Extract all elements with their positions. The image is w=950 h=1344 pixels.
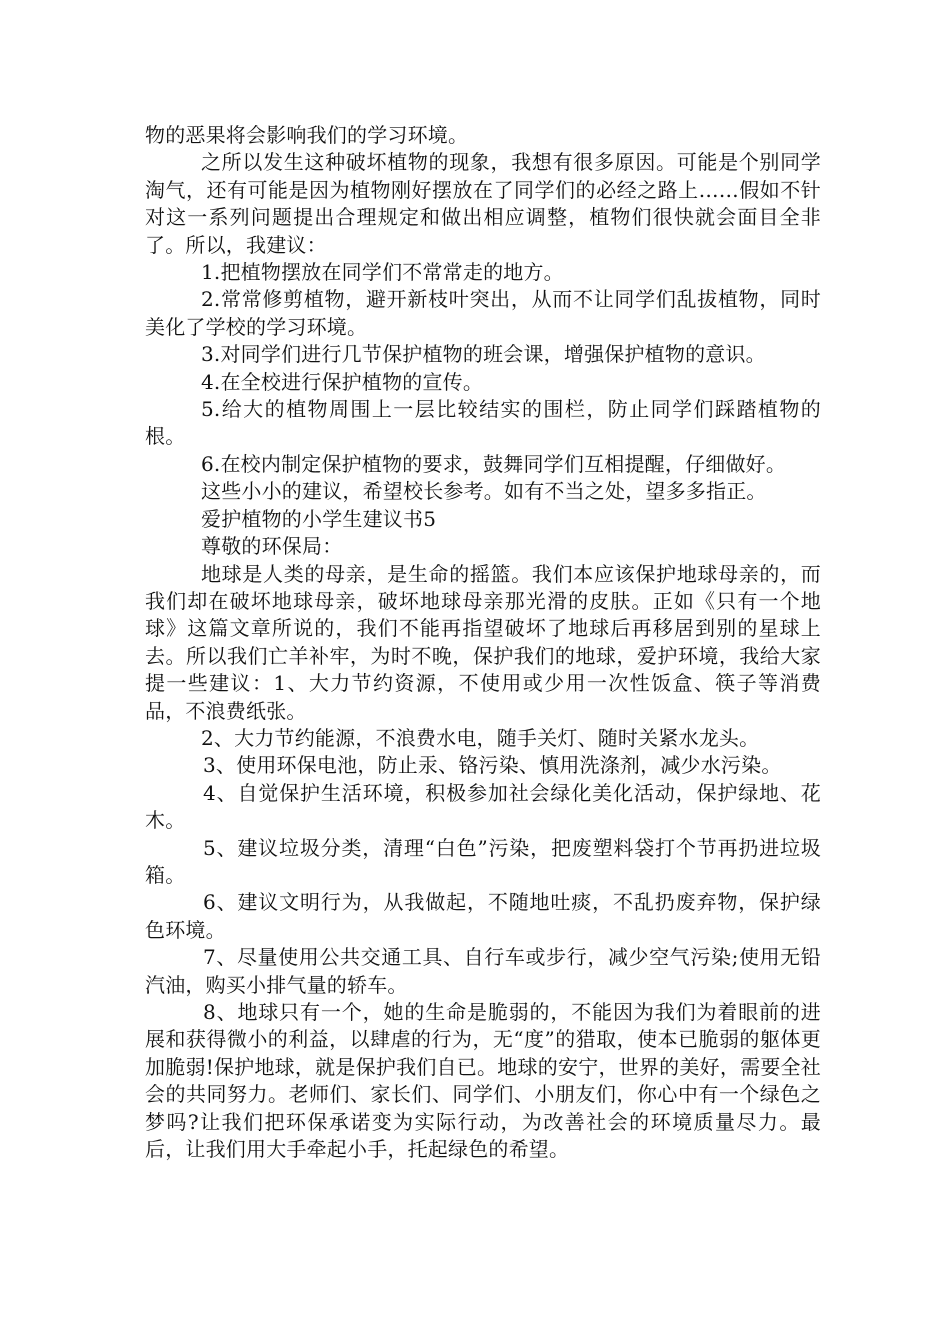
- suggestion-6: 6.在校内制定保护植物的要求，鼓舞同学们互相提醒，仔细做好。: [201, 451, 787, 476]
- paragraph-continuation: 物的恶果将会影响我们的学习环境。: [145, 123, 469, 147]
- eco-suggestion-4: 4、自觉保护生活环境，积极参加社会绿化美化活动，保护绿地、花木。: [145, 780, 821, 833]
- eco-suggestion-8: 8、地球只有一个，她的生命是脆弱的，不能因为我们为着眼前的进展和获得微小的利益，以肆虐的行为，无“度”的猎取，使本已脆弱的躯体更加脆弱!保护地球，就是保护我们自已。地球的安宁，世界的美好，需要全社会的共同努力。老师们、家长们、同学们、小朋友们，你心中有一个绿色之梦吗?让我们把环保承诺变为实际行动，为改善社会的环境质量尽力。最后，让我们用大手牵起小手，托起绿色的希望。: [145, 1000, 821, 1162]
- suggestion-1: 1.把植物摆放在同学们不常常走的地方。: [201, 260, 564, 285]
- eco-suggestion-6: 6、建议文明行为，从我做起，不随地吐痰，不乱扔废弃物，保护绿色环境。: [145, 890, 821, 942]
- suggestion-5: 5.给大的植物周围上一层比较结实的围栏，防止同学们踩踏植物的根。: [145, 397, 821, 449]
- paragraph-reasons: 之所以发生这种破坏植物的现象，我想有很多原因。可能是个别同学淘气，还有可能是因为植物刚好摆放在了同学们的必经之路上……假如不针对这一系列问题提出合理规定和做出相应调整，植物们很快就会面目全非了。所以，我建议：: [145, 150, 821, 257]
- document-body: [145, 122, 821, 1163]
- salutation: 尊敬的环保局：: [201, 534, 343, 559]
- paragraph-earth-intro: 地球是人类的母亲，是生命的摇篮。我们本应该保护地球母亲的，而我们却在破坏地球母亲，破坏地球母亲那光滑的皮肤。正如《只有一个地球》这篇文章所说的，我们不能再指望破坏了地球后再移居到别的星球上去。所以我们亡羊补牢，为时不晚，保护我们的地球，爱护环境，我给大家提一些建议：1、大力节约资源，不使用或少用一次性饭盒、筷子等消费品，不浪费纸张。: [145, 561, 821, 723]
- section-title: 爱护植物的小学生建议书5: [201, 506, 437, 531]
- closing-remark: 这些小小的建议，希望校长参考。如有不当之处，望多多指正。: [201, 479, 767, 504]
- suggestion-3: 3.对同学们进行几节保护植物的班会课，增强保护植物的意识。: [201, 342, 766, 367]
- suggestion-4: 4.在全校进行保护植物的宣传。: [201, 369, 484, 394]
- eco-suggestion-3: 3、使用环保电池，防止汞、铬污染、慎用洗涤剂，减少水污染。: [203, 753, 782, 778]
- eco-suggestion-5: 5、建议垃圾分类，清理“白色”污染，把废塑料袋打个节再扔进垃圾箱。: [145, 835, 821, 887]
- suggestion-2: 2.常常修剪植物，避开新枝叶突出，从而不让同学们乱拔植物，同时美化了学校的学习环境。: [145, 287, 821, 339]
- eco-suggestion-2: 2、大力节约能源，不浪费水电，随手关灯、随时关紧水龙头。: [201, 725, 760, 750]
- eco-suggestion-7: 7、尽量使用公共交通工具、自行车或步行，减少空气污染;使用无铅汽油，购买小排气量的轿车。: [145, 945, 821, 997]
